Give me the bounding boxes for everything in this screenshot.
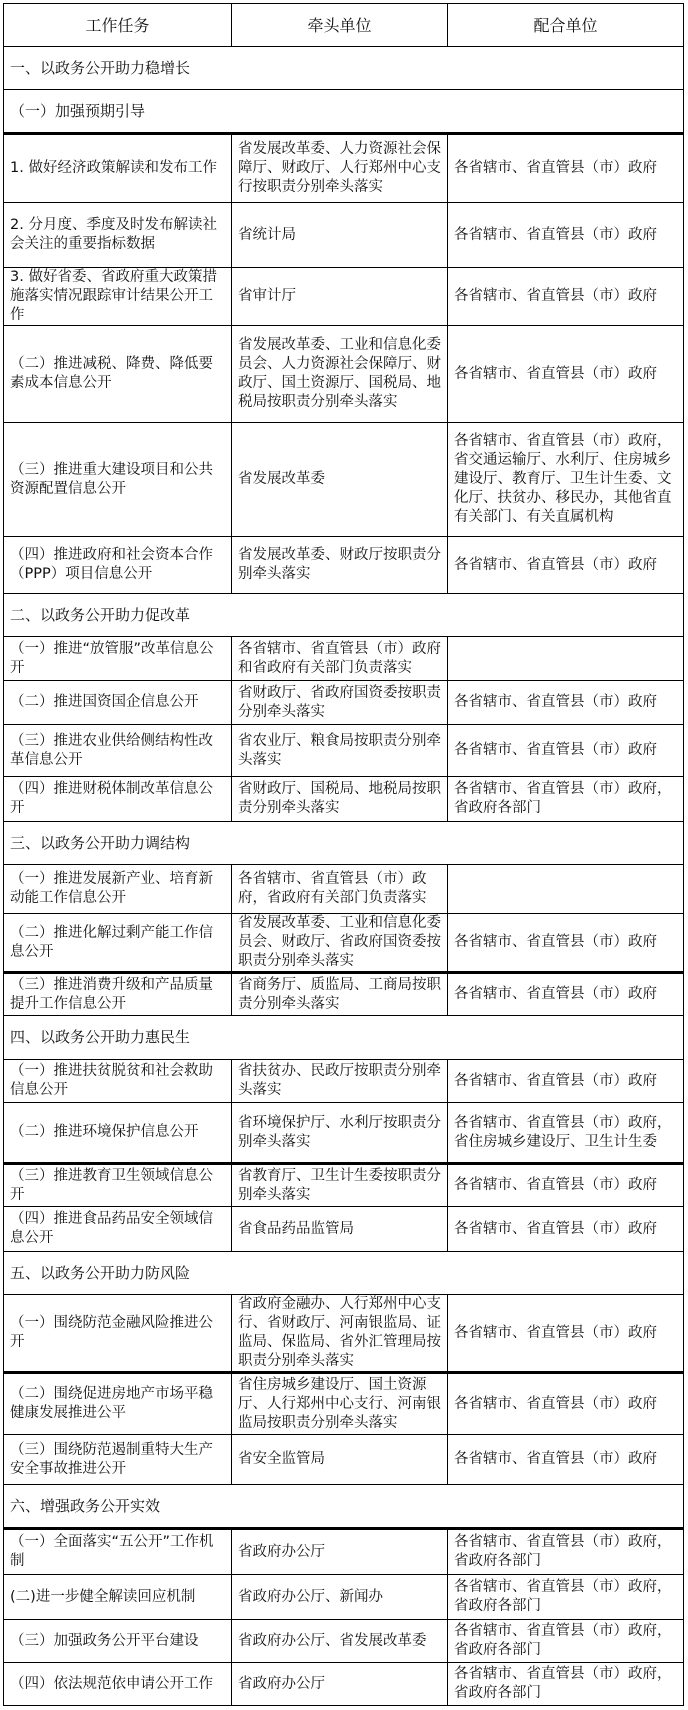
lead-unit-cell: 省扶贫办、民政厅按职责分别牵头落实 [232,1060,448,1103]
section-row [4,1252,684,1295]
table-row [4,1435,684,1485]
task-cell: 2. 分月度、季度及时发布解读社会关注的重要指标数据 [4,203,232,268]
table-row [4,268,684,326]
section-row [4,47,684,90]
table-row [4,1663,684,1706]
table-row [4,326,684,423]
cooperating-unit-cell: 各省辖市、省直管县（市）政府 [448,725,684,777]
lead-unit-cell: 省发展改革委、工业和信息化委员会、财政厅、省政府国资委按职责分别牵头落实 [232,914,448,973]
lead-unit-cell: 省安全监管局 [232,1435,448,1485]
cooperating-unit-cell: 各省辖市、省直管县（市）政府 [448,973,684,1016]
table-row [4,134,684,203]
lead-unit-cell: 省审计厅 [232,268,448,326]
lead-unit-cell: 省教育厅、卫生计生委按职责分别牵头落实 [232,1164,448,1207]
section-row [4,1485,684,1529]
cooperating-unit-cell: 各省辖市、省直管县（市）政府 [448,134,684,203]
task-cell: （二）围绕促进房地产市场平稳健康发展推进公平 [4,1373,232,1435]
table-row [4,537,684,594]
cooperating-unit-cell: 各省辖市、省直管县（市）政府 [448,203,684,268]
lead-unit-cell: 省政府办公厅 [232,1663,448,1706]
task-cell: 1. 做好经济政策解读和发布工作 [4,134,232,203]
cooperating-unit-cell: 各省辖市、省直管县（市）政府 [448,537,684,594]
header-lead-unit: 牵头单位 [232,4,448,47]
table-body [4,47,684,1706]
task-cell: （一）全面落实“五公开”工作机制 [4,1529,232,1575]
task-cell: （四）推进财税体制改革信息公开 [4,777,232,822]
cooperating-unit-cell: 各省辖市、省直管县（市）政府 [448,1435,684,1485]
cooperating-unit-cell: 各省辖市、省直管县（市）政府，省交通运输厅、水利厅、住房城乡建设厅、教育厅、卫生计生委、文化厅、扶贫办、移民办，其他省直有关部门、有关直属机构 [448,423,684,537]
table-row [4,1620,684,1663]
lead-unit-cell: 省发展改革委 [232,423,448,537]
table-row [4,777,684,822]
table-row [4,1529,684,1575]
cooperating-unit-cell: 各省辖市、省直管县（市）政府 [448,1207,684,1252]
cooperating-unit-cell: 各省辖市、省直管县（市）政府 [448,1164,684,1207]
task-cell: （一）推进发展新产业、培育新动能工作信息公开 [4,865,232,914]
lead-unit-cell: 省环境保护厅、水利厅按职责分别牵头落实 [232,1103,448,1164]
task-cell: （三）推进消费升级和产品质量提升工作信息公开 [4,973,232,1016]
task-cell: （三）推进重大建设项目和公共资源配置信息公开 [4,423,232,537]
lead-unit-cell: 省政府办公厅 [232,1529,448,1575]
table-row [4,1295,684,1373]
task-cell: （一）围绕防范金融风险推进公开 [4,1295,232,1373]
lead-unit-cell: 省政府办公厅、省发展改革委 [232,1620,448,1663]
cooperating-unit-cell: 各省辖市、省直管县（市）政府 [448,326,684,423]
table-row [4,681,684,725]
table-row [4,865,684,914]
lead-unit-cell: 省发展改革委、财政厅按职责分别牵头落实 [232,537,448,594]
cooperating-unit-cell: 各省辖市、省直管县（市）政府，省政府各部门 [448,1575,684,1620]
cooperating-unit-cell: 各省辖市、省直管县（市）政府 [448,268,684,326]
cooperating-unit-cell: 各省辖市、省直管县（市）政府，省政府各部门 [448,1663,684,1706]
section-title: 四、以政务公开助力惠民生 [4,1016,684,1060]
cooperating-unit-cell: 各省辖市、省直管县（市）政府 [448,1060,684,1103]
table-row [4,1164,684,1207]
lead-unit-cell: 省财政厅、省政府国资委按职责分别牵头落实 [232,681,448,725]
lead-unit-cell: 省政府金融办、人行郑州中心支行、省财政厅、河南银监局、证监局、保监局、省外汇管理局按职责分别牵头落实 [232,1295,448,1373]
table-row [4,1373,684,1435]
task-cell: （二）推进环境保护信息公开 [4,1103,232,1164]
cooperating-unit-cell: 各省辖市、省直管县（市）政府，省政府各部门 [448,777,684,822]
lead-unit-cell: 省商务厅、质监局、工商局按职责分别牵头落实 [232,973,448,1016]
table-row [4,973,684,1016]
table-row [4,423,684,537]
lead-unit-cell: 各省辖市、省直管县（市）政府，省政府有关部门负责落实 [232,865,448,914]
section-row [4,1016,684,1060]
task-cell: 3. 做好省委、省政府重大政策措施落实情况跟踪审计结果公开工作 [4,268,232,326]
section-title: （一）加强预期引导 [4,90,684,134]
section-title: 六、增强政务公开实效 [4,1485,684,1529]
cooperating-unit-cell [448,865,684,914]
lead-unit-cell: 省财政厅、国税局、地税局按职责分别牵头落实 [232,777,448,822]
cooperating-unit-cell: 各省辖市、省直管县（市）政府，省政府各部门 [448,1529,684,1575]
task-cell: （一）推进扶贫脱贫和社会救助信息公开 [4,1060,232,1103]
task-cell: （三）围绕防范遏制重特大生产安全事故推进公开 [4,1435,232,1485]
table-row [4,1207,684,1252]
task-cell: （四）推进政府和社会资本合作（PPP）项目信息公开 [4,537,232,594]
task-cell: （二）推进国资国企信息公开 [4,681,232,725]
table-header-row [4,4,684,47]
task-cell: (二)进一步健全解读回应机制 [4,1575,232,1620]
lead-unit-cell: 省住房城乡建设厅、国土资源厅、人行郑州中心支行、河南银监局按职责分别牵头落实 [232,1373,448,1435]
task-cell: （三）推进教育卫生领域信息公开 [4,1164,232,1207]
lead-unit-cell: 省发展改革委、人力资源社会保障厅、财政厅、人行郑州中心支行按职责分别牵头落实 [232,134,448,203]
task-cell: （四）推进食品药品安全领域信息公开 [4,1207,232,1252]
work-task-table [3,3,684,1706]
section-row [4,822,684,865]
table-row [4,1103,684,1164]
table-row [4,203,684,268]
section-title: 三、以政务公开助力调结构 [4,822,684,865]
lead-unit-cell: 省政府办公厅、新闻办 [232,1575,448,1620]
section-row [4,594,684,637]
lead-unit-cell: 省发展改革委、工业和信息化委员会、人力资源社会保障厅、财政厅、国土资源厅、国税局、地税局按职责分别牵头落实 [232,326,448,423]
cooperating-unit-cell: 各省辖市、省直管县（市）政府 [448,681,684,725]
cooperating-unit-cell: 各省辖市、省直管县（市）政府，省政府各部门 [448,1620,684,1663]
task-cell: （三）推进农业供给侧结构性改革信息公开 [4,725,232,777]
lead-unit-cell: 省统计局 [232,203,448,268]
task-cell: （二）推进减税、降费、降低要素成本信息公开 [4,326,232,423]
lead-unit-cell: 各省辖市、省直管县（市）政府和省政府有关部门负责落实 [232,637,448,681]
cooperating-unit-cell: 各省辖市、省直管县（市）政府 [448,1373,684,1435]
table-row [4,637,684,681]
section-title: 五、以政务公开助力防风险 [4,1252,684,1295]
lead-unit-cell: 省食品药品监管局 [232,1207,448,1252]
header-cooperating-unit: 配合单位 [448,4,684,47]
lead-unit-cell: 省农业厅、粮食局按职责分别牵头落实 [232,725,448,777]
section-row [4,90,684,134]
cooperating-unit-cell: 各省辖市、省直管县（市）政府 [448,914,684,973]
task-cell: （一）推进“放管服”改革信息公开 [4,637,232,681]
section-title: 二、以政务公开助力促改革 [4,594,684,637]
table-row [4,914,684,973]
cooperating-unit-cell [448,637,684,681]
task-cell: （二）推进化解过剩产能工作信息公开 [4,914,232,973]
task-cell: （四）依法规范依申请公开工作 [4,1663,232,1706]
table-row [4,1575,684,1620]
cooperating-unit-cell: 各省辖市、省直管县（市）政府，省住房城乡建设厅、卫生计生委 [448,1103,684,1164]
table-row [4,1060,684,1103]
table-row [4,725,684,777]
cooperating-unit-cell: 各省辖市、省直管县（市）政府 [448,1295,684,1373]
task-cell: （三）加强政务公开平台建设 [4,1620,232,1663]
header-work-task: 工作任务 [4,4,232,47]
section-title: 一、以政务公开助力稳增长 [4,47,684,90]
